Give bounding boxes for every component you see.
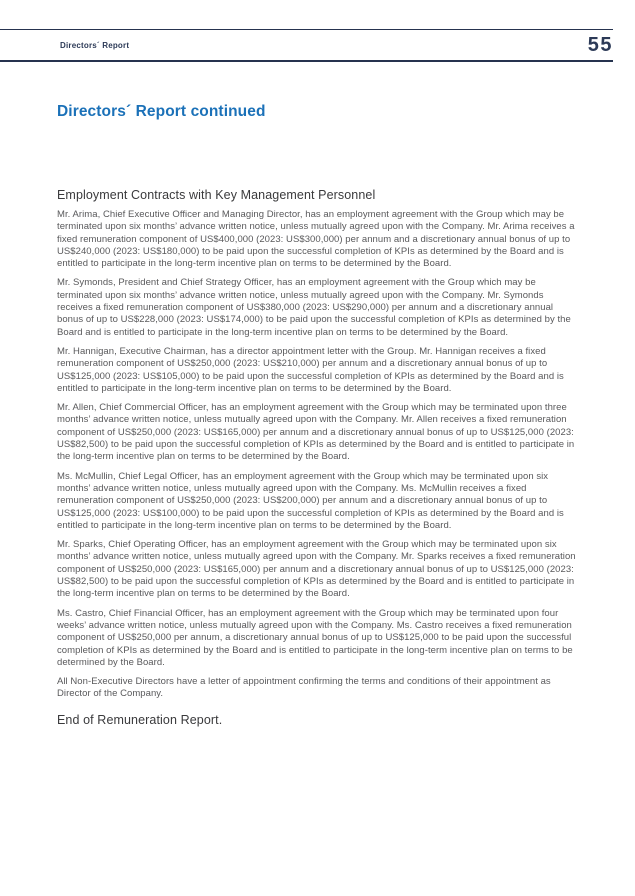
- paragraph: Mr. Allen, Chief Commercial Officer, has an employment agreement with the Group which may be terminated upon three months’ advance written notice, unless mutually agreed upon with the Company. Mr. Allen receives a fixed remuneration component of US$250,000 (2023: US$165,000) per annum and a discretionary annual bonus of up to US$125,000 (2023: US$82,500) to be paid upon the successful completion of KPIs as determined by the Board and is entitled to participate in the long-term incentive plan on terms to be determined by the Board.: [57, 402, 575, 463]
- closing-heading: End of Remuneration Report.: [57, 712, 223, 727]
- breadcrumb: Directors´ Report: [60, 40, 130, 50]
- paragraph: Ms. Castro, Chief Financial Officer, has an employment agreement with the Group which may be terminated upon four weeks’ advance written notice, unless mutually agreed upon with the Company. Ms. Castro receives a fixed remuneration component of US$250,000 per annum, a discretionary annual bonus of up to US$125,000 to be paid upon the successful completion of KPIs as determined by the Board and is entitled to participate in the long-term incentive plan on terms to be determined by the Board.: [57, 607, 573, 668]
- paragraph: Mr. Hannigan, Executive Chairman, has a director appointment letter with the Group. Mr. Hannigan receives a fixed remuneration component of US$250,000 (2023: US$210,000) per annum and a discretionary annual bonus of up to US$125,000 (2023: US$105,000) to be paid upon the successful completion of KPIs as determined by the Board and is entitled to participate in the long-term incentive plan on terms to be determined by the Board.: [57, 345, 564, 394]
- paragraph-list: [57, 209, 581, 701]
- paragraph: Mr. Symonds, President and Chief Strategy Officer, has an employment agreement with the Group which may be terminated upon six months’ advance written notice, unless mutually agreed upon with the Company. Mr. Symonds receives a fixed remuneration component of US$380,000 (2023: US$290,000) per annum and a discretionary annual bonus of up to US$228,000 (2023: US$174,000) to be paid upon the successful completion of KPIs as determined by the Board and is entitled to participate in the long-term incentive plan on terms to be determined by the Board.: [57, 277, 571, 338]
- header-bottom-rule: [0, 60, 613, 62]
- page-number: 55: [587, 34, 613, 56]
- paragraph: All Non-Executive Directors have a letter of appointment confirming the terms and conditions of their appointment as Director of the Company.: [57, 676, 551, 700]
- page-title: Directors´ Report continued: [57, 103, 266, 120]
- paragraph: Mr. Sparks, Chief Operating Officer, has an employment agreement with the Group which may be terminated upon six months’ advance written notice, unless mutually agreed upon with the Company. Mr. Sparks receives a fixed remuneration component of US$250,000 (2023: US$165,000) per annum and a discretionary annual bonus of up to US$125,000 (2023: US$82,500) to be paid upon the successful completion of KPIs as determined by the Board and is entitled to participate in the long-term incentive plan on terms to be determined by the Board.: [57, 539, 576, 600]
- paragraph: Mr. Arima, Chief Executive Officer and Managing Director, has an employment agreement with the Group which may be terminated upon six months’ advance written notice, unless mutually agreed upon with the Company. Mr. Arima receives a fixed remuneration component of US$400,000 (2023: US$300,000) per annum and a discretionary annual bonus of up to US$240,000 (2023: US$180,000) to be paid upon the successful completion of KPIs as determined by the Board and is entitled to participate in the long-term incentive plan on terms to be determined by the Board.: [57, 209, 575, 270]
- report-content: [57, 188, 581, 727]
- paragraph: Ms. McMullin, Chief Legal Officer, has an employment agreement with the Group which may be terminated upon six months’ advance written notice, unless mutually agreed upon with the Company. Ms. McMullin receives a fixed remuneration component of US$250,000 (2023: US$200,000) per annum and a discretionary annual bonus of up to US$125,000 (2023: US$100,000) to be paid upon the successful completion of KPIs as determined by the Board and is entitled to participate in the long-term incentive plan on terms to be determined by the Board.: [57, 470, 564, 531]
- page-header: [0, 30, 613, 60]
- section-heading: Employment Contracts with Key Management Personnel: [57, 188, 376, 202]
